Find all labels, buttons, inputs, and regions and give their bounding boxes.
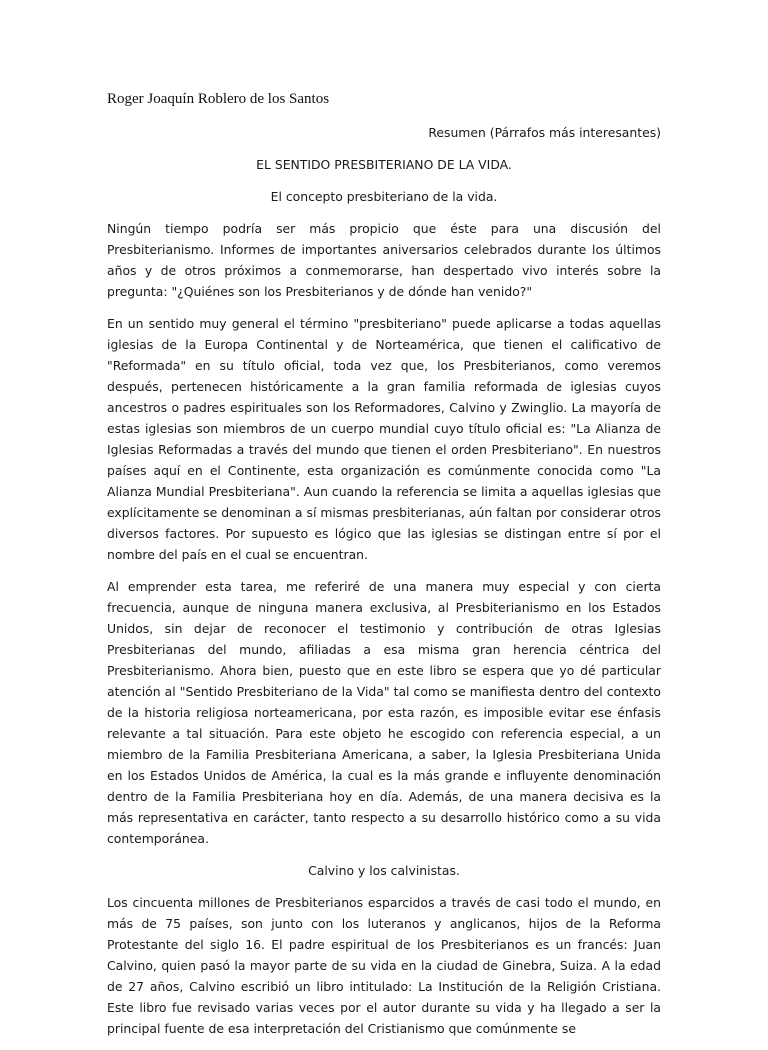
section-heading-concept: El concepto presbiteriano de la vida. xyxy=(270,189,498,204)
paragraph-term-presbyterian: En un sentido muy general el término "presbiteriano" puede aplicarse a todas aquellas iglesias de la Europa Continental y de Norteamérica, que tienen el calificativo de "Reformada" en su título oficial, toda vez que, los Presbiterianos, como veremos después, pertenecen históricamente a la gran familia reformada de iglesias cuyos ancestros o padres espirituales son los Reformadores, Calvino y Zwinglio. La mayoría de estas iglesias son miembros de un cuerpo mundial cuyo título oficial es: "La Alianza de Iglesias Reformadas a través del mundo que tienen el orden Presbiteriano". En nuestros países aquí en el Continente, esta organización es comúnmente conocida como "La Alianza Mundial Presbiteriana". Aun cuando la referencia se limita a aquellas iglesias que explícitamente se denominan a sí mismas presbiterianas, aún faltan por considerar otros diversos factores. Por supuesto es lógico que las iglesias se distingan entre sí por el nombre del país en el cual se encuentran. xyxy=(107,316,661,562)
document-body xyxy=(107,122,661,1050)
paragraph-calvin: Los cincuenta millones de Presbiterianos esparcidos a través de casi todo el mundo, en más de 75 países, son junto con los luteranos y anglicanos, hijos de la Reforma Protestante del siglo 16. El padre espiritual de los Presbiterianos es un francés: Juan Calvino, quien pasó la mayor parte de su vida en la ciudad de Ginebra, Suiza. A la edad de 27 años, Calvino escribió un libro intitulado: La Institución de la Religión Cristiana. Este libro fue revisado varias veces por el autor durante su vida y ha llegado a ser la principal fuente de esa interpretación del Cristianismo que comúnmente se xyxy=(107,895,661,1036)
document-title: EL SENTIDO PRESBITERIANO DE LA VIDA. xyxy=(256,157,512,172)
paragraph-intro: Ningún tiempo podría ser más propicio que éste para una discusión del Presbiterianismo. Informes de importantes aniversarios celebrados durante los últimos años y de otros próximos a conmemorarse, han despertado vivo interés sobre la pregunta: "¿Quiénes son los Presbiterianos y de dónde han venido?" xyxy=(107,221,661,299)
paragraph-united-states: Al emprender esta tarea, me referiré de una manera muy especial y con cierta frecuencia, aunque de ninguna manera exclusiva, al Presbiterianismo en los Estados Unidos, sin dejar de reconocer el testimonio y contribución de otras Iglesias Presbiterianas del mundo, afiliadas a esa misma gran herencia céntrica del Presbiterianismo. Ahora bien, puesto que en este libro se espera que yo dé particular atención al "Sentido Presbiteriano de la Vida" tal como se manifiesta dentro del contexto de la historia religiosa norteamericana, por esta razón, es imposible evitar ese énfasis relevante a tal situación. Para este objeto he escogido con referencia especial, a un miembro de la Familia Presbiteriana Americana, a saber, la Iglesia Presbiteriana Unida en los Estados Unidos de América, la cual es la más grande e influyente denominación dentro de la Familia Presbiteriana hoy en día. Además, de una manera decisiva es la más representativa en carácter, tanto respecto a su desarrollo histórico como a su vida contemporánea. xyxy=(107,579,661,846)
section-heading-calvin: Calvino y los calvinistas. xyxy=(308,863,460,878)
author-name: Roger Joaquín Roblero de los Santos xyxy=(107,91,330,107)
summary-label: Resumen (Párrafos más interesantes) xyxy=(428,125,661,140)
